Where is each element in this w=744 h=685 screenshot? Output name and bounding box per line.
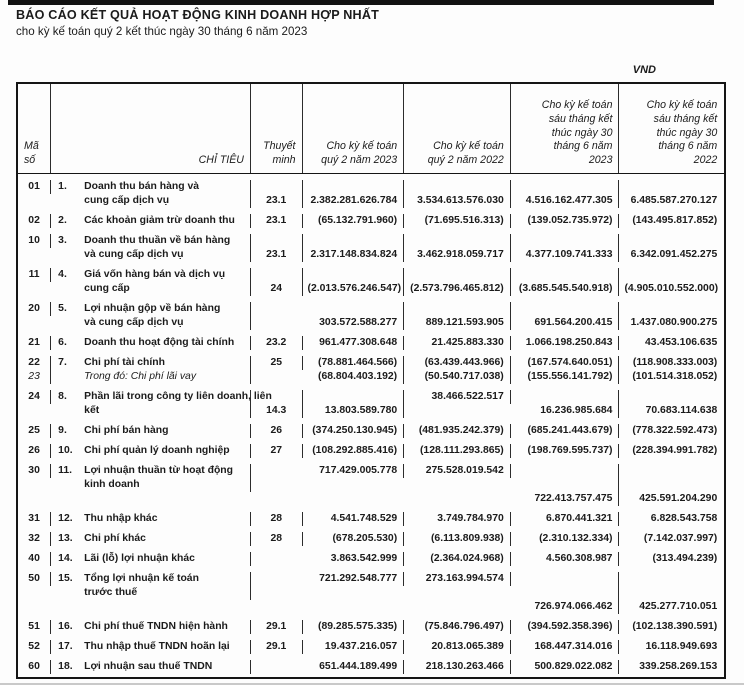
code-cell: 10	[18, 234, 51, 248]
item-no: 6.	[58, 337, 67, 348]
value-q2-2022: 218.130.263.466	[404, 660, 511, 674]
value-q2-2023: (65.132.791.960)	[303, 214, 405, 228]
item-label: Lãi (lỗ) lợi nhuận khác	[84, 553, 195, 564]
value-q2-2023: 13.803.589.780	[303, 390, 405, 418]
item-cell	[51, 302, 251, 330]
item-label: Chi phí quản lý doanh nghiệp	[84, 445, 230, 456]
value-h1-2023: 16.236.985.684	[511, 390, 620, 418]
table-row	[18, 421, 724, 441]
note-cell: 29.1	[251, 640, 303, 654]
value-h1-2023: (2.310.132.334)	[511, 532, 620, 546]
value-q2-2022: 889.121.593.905	[404, 302, 511, 330]
value-q2-2022: 3.462.918.059.717	[404, 234, 511, 262]
value-h1-2023: 4.377.109.741.333	[511, 234, 620, 262]
value-h1-2022: 6.828.543.758	[650, 513, 718, 524]
item-cell	[51, 640, 251, 654]
code-cell: 50	[18, 572, 51, 586]
value-h1-2023: 691.564.200.415	[511, 302, 620, 330]
code-cell: 60	[18, 660, 51, 674]
value-h1-2023: (3.685.545.540.918)	[511, 268, 620, 296]
value-q2-2022: 275.528.019.542	[404, 464, 511, 478]
item-cell	[51, 512, 251, 526]
note-cell: 23.2	[251, 336, 303, 350]
item-cell	[51, 532, 251, 546]
value-q2-2023: 961.477.308.648	[303, 336, 405, 350]
value-q2-2022: (128.111.293.865)	[404, 444, 511, 458]
item-cell	[51, 390, 272, 418]
item-label: Lợi nhuận sau thuế TNDN	[84, 661, 213, 672]
value-q2-2022: 3.749.784.970	[404, 512, 511, 526]
value-q2-2022: (6.113.809.938)	[404, 532, 511, 546]
value-h1-2023: (198.769.595.737)	[511, 444, 620, 458]
value-h1-2023: (394.592.358.396)	[511, 620, 620, 634]
value-q2-2022: 21.425.883.330	[404, 336, 511, 350]
table-row	[18, 441, 724, 461]
code-cell: 20	[18, 302, 51, 316]
header-q2-2023: Cho kỳ kế toán quý 2 năm 2023	[303, 84, 405, 173]
item-no: 2.	[58, 215, 67, 226]
code-cell: 30	[18, 464, 51, 478]
value-h1-2022: (7.142.037.997)	[643, 533, 718, 544]
note-cell: 29.1	[251, 620, 303, 634]
value-q2-2022: 38.466.522.517	[404, 390, 511, 404]
value-h1-2022: 6.342.091.452.275	[630, 249, 718, 260]
table-row	[18, 387, 724, 421]
value-q2-2023: 4.541.748.529	[303, 512, 405, 526]
table-row	[18, 617, 724, 637]
table-header-row	[18, 84, 724, 174]
item-no: 15.	[58, 573, 73, 584]
value-h1-2023: 4.516.162.477.305	[511, 180, 620, 208]
item-no: 13.	[58, 533, 73, 544]
item-label: Phần lãi trong công ty liên doanh, liên kết	[84, 391, 272, 416]
item-label: Lợi nhuận gộp về bán hàng và cung cấp dịch vụ	[84, 303, 221, 328]
value-q2-2022: (71.695.516.313)	[404, 214, 511, 228]
header-item: CHỈ TIÊU	[51, 84, 251, 173]
value-q2-2023: (89.285.575.335)	[303, 620, 405, 634]
table-row	[18, 177, 724, 211]
item-cell	[51, 660, 251, 674]
item-cell	[51, 572, 251, 600]
value-h1-2023: 722.413.757.475	[511, 464, 620, 506]
page-subtitle: cho kỳ kế toán quý 2 kết thúc ngày 30 tháng 6 năm 2023	[16, 25, 308, 38]
scan-edge-bar	[8, 0, 714, 5]
item-no: 11.	[58, 465, 73, 476]
item-cell	[51, 356, 251, 384]
code-cell: 52	[18, 640, 51, 654]
header-note: Thuyết minh	[251, 84, 303, 173]
code-cell: 24	[18, 390, 51, 404]
currency-label: VND	[632, 64, 656, 76]
code-cell: 01	[18, 180, 51, 194]
item-label: Thu nhập thuế TNDN hoãn lại	[84, 641, 230, 652]
table-row	[18, 549, 724, 569]
value-h1-2023: 726.974.066.462	[511, 572, 620, 614]
income-statement-table	[16, 82, 726, 679]
table-row	[18, 265, 724, 299]
code-cell: 25	[18, 424, 51, 438]
note-cell: 14.3	[251, 390, 303, 418]
value-q2-2022: (2.573.796.465.812)	[404, 268, 511, 296]
value-q2-2022: (2.364.024.968)	[404, 552, 511, 566]
code-cell: 11	[18, 268, 51, 282]
item-no: 4.	[58, 269, 67, 280]
value-h1-2022: (228.394.991.782)	[632, 445, 718, 456]
header-h1-2022: Cho kỳ kế toán sáu tháng kết thúc ngày 30 tháng 6 năm 2022	[646, 99, 718, 167]
value-h1-2022: 6.485.587.270.127	[630, 195, 718, 206]
value-h1-2022: 425.277.710.051	[639, 601, 718, 612]
value-h1-2023: (139.052.735.972)	[511, 214, 620, 228]
code-cell: 22 23	[18, 356, 51, 384]
value-h1-2022: (4.905.010.552.000)	[624, 283, 719, 294]
item-cell	[51, 552, 251, 566]
table-row	[18, 637, 724, 657]
value-q2-2023: 303.572.588.277	[303, 302, 405, 330]
header-code: Mã số	[18, 84, 51, 173]
value-q2-2022: 273.163.994.574	[404, 572, 511, 586]
item-cell	[51, 464, 251, 492]
table-row	[18, 333, 724, 353]
header-h1-2023: Cho kỳ kế toán sáu tháng kết thúc ngày 30 tháng 6 năm 2023	[511, 84, 620, 173]
value-h1-2022: (143.495.817.852)	[632, 215, 718, 226]
item-cell	[51, 180, 251, 208]
item-cell	[51, 268, 251, 296]
item-label: Chi phí khác	[84, 533, 146, 544]
table-row	[18, 353, 724, 387]
item-no: 16.	[58, 621, 73, 632]
item-no: 1.	[58, 181, 67, 192]
item-no: 5.	[58, 303, 67, 314]
value-q2-2022: (481.935.242.379)	[404, 424, 511, 438]
item-label: Chi phí tài chính Trong đó: Chi phí lãi vay	[84, 357, 197, 382]
note-cell: 23.1	[251, 234, 303, 262]
item-label: Doanh thu thuần về bán hàng và cung cấp dịch vụ	[84, 235, 231, 260]
code-cell: 02	[18, 214, 51, 228]
item-cell	[51, 234, 251, 262]
code-cell: 21	[18, 336, 51, 350]
item-label: Tổng lợi nhuận kế toán trước thuế	[84, 573, 199, 598]
item-cell	[51, 620, 251, 634]
item-cell	[51, 424, 251, 438]
value-q2-2023: 2.382.281.626.784	[303, 180, 405, 208]
value-q2-2023: (78.881.464.566) (68.804.403.192)	[303, 356, 405, 384]
value-h1-2022: 70.683.114.638	[645, 405, 718, 416]
value-q2-2022: (75.846.796.497)	[404, 620, 511, 634]
table-row	[18, 509, 724, 529]
note-cell: 23.1	[251, 214, 303, 228]
item-cell	[51, 336, 251, 350]
value-h1-2022: (778.322.592.473)	[632, 425, 718, 436]
value-q2-2023: (374.250.130.945)	[303, 424, 405, 438]
table-row	[18, 461, 724, 509]
item-label: Doanh thu bán hàng và cung cấp dịch vụ	[84, 181, 200, 206]
table-row	[18, 569, 724, 617]
item-cell	[51, 444, 251, 458]
item-label: Lợi nhuận thuần từ hoạt động kinh doanh	[84, 465, 233, 490]
value-h1-2023: 4.560.308.987	[511, 552, 620, 566]
note-cell: 25	[251, 356, 303, 370]
code-cell: 51	[18, 620, 51, 634]
item-no: 17.	[58, 641, 73, 652]
item-no: 8.	[58, 391, 67, 402]
note-cell: 28	[251, 532, 303, 546]
item-no: 10.	[58, 445, 73, 456]
item-no: 14.	[58, 553, 73, 564]
value-q2-2023: (108.292.885.416)	[303, 444, 405, 458]
value-h1-2022: 1.437.080.900.275	[630, 317, 718, 328]
table-row	[18, 299, 724, 333]
note-cell: 23.1	[251, 180, 303, 208]
code-cell: 26	[18, 444, 51, 458]
table-row	[18, 657, 724, 677]
value-h1-2022: 339.258.269.153	[639, 661, 718, 672]
value-h1-2023: 168.447.314.016	[511, 640, 620, 654]
value-q2-2022: (63.439.443.966) (50.540.717.038)	[404, 356, 511, 384]
value-h1-2022: 16.118.949.693	[645, 641, 718, 652]
code-cell: 32	[18, 532, 51, 546]
item-no: 18.	[58, 661, 73, 672]
item-label: Chi phí thuế TNDN hiện hành	[84, 621, 228, 632]
header-q2-2022: Cho kỳ kế toán quý 2 năm 2022	[404, 84, 511, 173]
page-title: BÁO CÁO KẾT QUẢ HOẠT ĐỘNG KINH DOANH HỢP NHẤT	[16, 8, 380, 22]
item-label: Chi phí bán hàng	[84, 425, 169, 436]
note-cell: 27	[251, 444, 303, 458]
table-row	[18, 231, 724, 265]
value-h1-2022: 43.453.106.635	[645, 337, 718, 348]
value-h1-2023: 500.829.022.082	[511, 660, 620, 674]
table-row	[18, 529, 724, 549]
note-cell: 24	[251, 268, 303, 296]
value-q2-2023: 721.292.548.777	[303, 572, 405, 586]
value-q2-2023: 3.863.542.999	[303, 552, 405, 566]
value-h1-2022: (118.908.333.003) (101.514.318.052)	[632, 357, 718, 382]
value-q2-2023: (678.205.530)	[303, 532, 405, 546]
code-cell: 31	[18, 512, 51, 526]
item-label: Giá vốn hàng bán và dịch vụ cung cấp	[84, 269, 226, 294]
table-row	[18, 211, 724, 231]
item-no: 9.	[58, 425, 67, 436]
item-label: Các khoản giảm trừ doanh thu	[84, 215, 235, 226]
value-q2-2023: 2.317.148.834.824	[303, 234, 405, 262]
code-cell: 40	[18, 552, 51, 566]
item-no: 7.	[58, 357, 67, 368]
note-cell: 26	[251, 424, 303, 438]
value-h1-2023: (685.241.443.679)	[511, 424, 620, 438]
item-no: 3.	[58, 235, 67, 246]
value-q2-2023: (2.013.576.246.547)	[303, 268, 405, 296]
item-cell	[51, 214, 251, 228]
value-h1-2022: (313.494.239)	[652, 553, 718, 564]
table-body	[18, 174, 724, 677]
value-h1-2022: 425.591.204.290	[639, 493, 718, 504]
value-q2-2023: 651.444.189.499	[303, 660, 405, 674]
value-q2-2022: 3.534.613.576.030	[404, 180, 511, 208]
value-q2-2023: 717.429.005.778	[303, 464, 405, 478]
item-label: Doanh thu hoạt động tài chính	[84, 337, 235, 348]
value-h1-2023: (167.574.640.051) (155.556.141.792)	[511, 356, 620, 384]
value-h1-2022: (102.138.390.591)	[632, 621, 718, 632]
value-h1-2023: 1.066.198.250.843	[511, 336, 620, 350]
item-label: Thu nhập khác	[84, 513, 158, 524]
value-q2-2022: 20.813.065.389	[404, 640, 511, 654]
value-q2-2023: 19.437.216.057	[303, 640, 405, 654]
note-cell: 28	[251, 512, 303, 526]
item-no: 12.	[58, 513, 73, 524]
value-h1-2023: 6.870.441.321	[511, 512, 620, 526]
